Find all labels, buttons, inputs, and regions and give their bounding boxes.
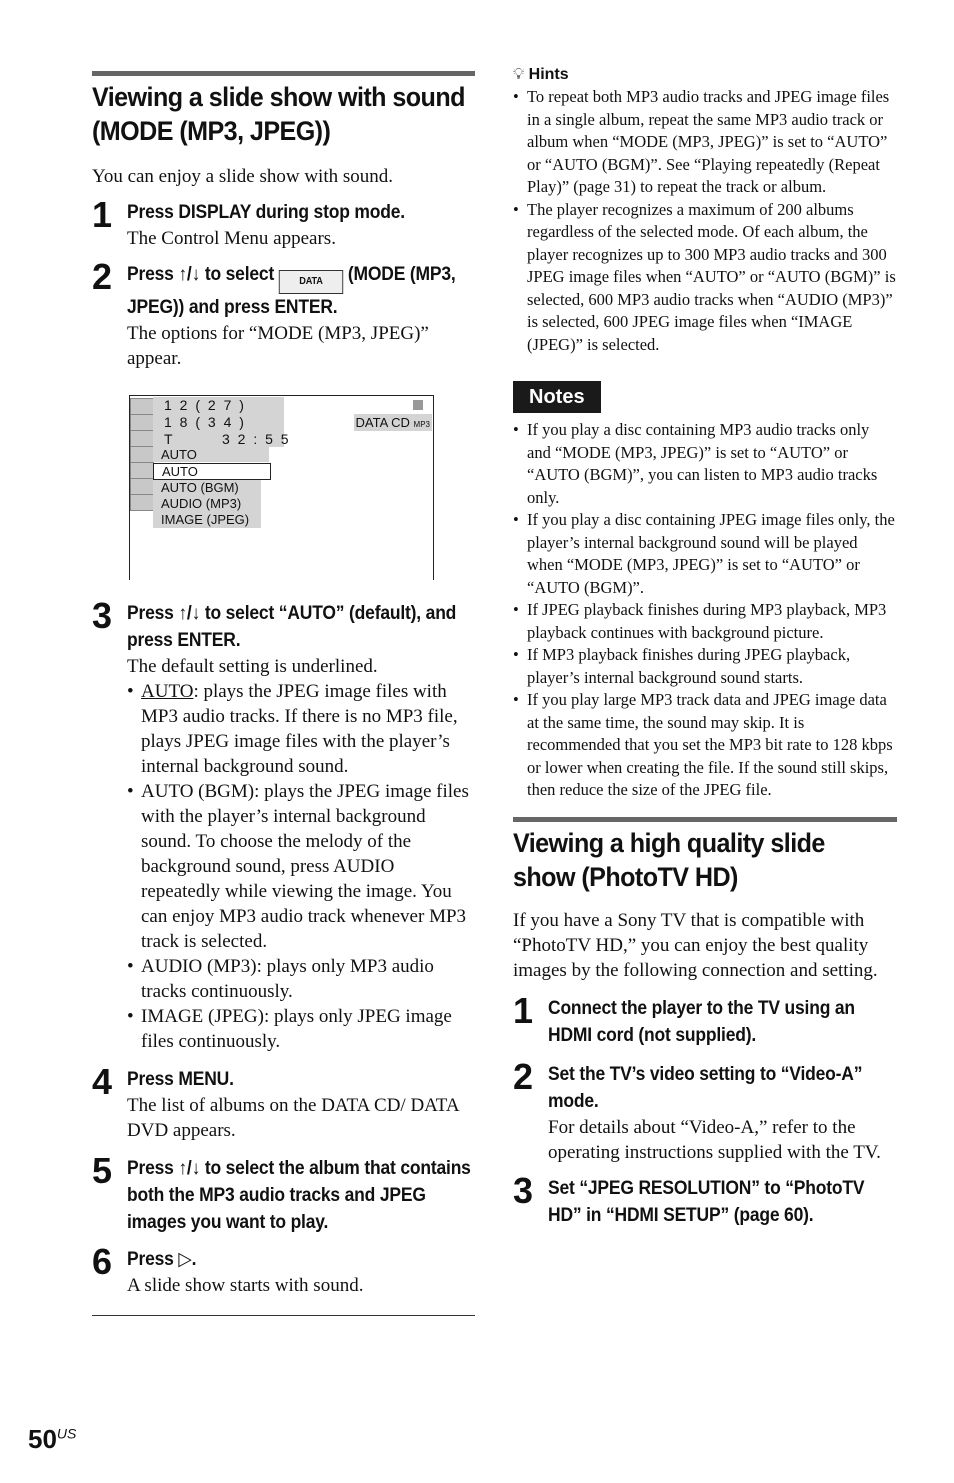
step-number: 3 <box>513 1169 534 1211</box>
menu-icon-square <box>130 430 154 447</box>
step-heading: Connect the player to the TV using an HDMI cord (not supplied). <box>548 997 855 1046</box>
step-1 <box>513 989 897 1049</box>
menu-current-mode: AUTO <box>153 447 269 462</box>
step-description: A slide show starts with sound. <box>127 1275 364 1296</box>
left-column <box>92 0 475 1316</box>
default-option-term: AUTO <box>141 681 194 702</box>
mode-option-list <box>127 679 475 1054</box>
notes-list <box>513 419 897 802</box>
step-5 <box>92 1150 475 1236</box>
end-rule <box>92 1315 475 1316</box>
option-text: : plays the JPEG image files with MP3 audio tracks. If there is no MP3 file, plays JPEG image files with the player’s internal background sound. <box>141 681 458 777</box>
step-6 <box>92 1241 475 1298</box>
hint-item: • To repeat both MP3 audio tracks and JPEG image files in a single album, repeat the same MP3 audio track or album when “MODE (MP3, JPEG)” is set to “AUTO” or “AUTO (BGM)”. See “Playing repeatedly (Repeat Play)” (page 31) to repeat the track or album. <box>513 87 890 196</box>
step-description: The options for “MODE (MP3, JPEG)” appear. <box>127 323 429 369</box>
step-heading <box>127 261 476 321</box>
step-heading: Press ▷. <box>127 1249 197 1270</box>
stop-indicator-icon <box>413 400 423 410</box>
menu-icon-square <box>130 494 154 511</box>
step-heading: Press ↑/↓ to select the album that contains both the MP3 audio tracks and JPEG images you want to play. <box>127 1158 471 1233</box>
menu-option: AUTO (BGM) <box>161 480 239 495</box>
mode-option-item: • IMAGE (JPEG): plays only JPEG image files continuously. <box>127 1006 452 1052</box>
step-number: 1 <box>92 194 113 235</box>
note-text: If you play large MP3 track data and JPEG image data at the same time, the sound may skip. It is recommended that you set the MP3 bit rate to 128 kbps or lower when creating the file. If the sound still skips, then reduce the size of the JPEG file. <box>527 690 893 799</box>
note-item: • If you play a disc containing JPEG image files only, the player’s internal background sound will be played when “MODE (MP3, JPEG)” is set to “AUTO” or “AUTO (BGM)”. <box>513 510 895 597</box>
hints-heading <box>513 64 897 86</box>
notes-label: Notes <box>513 381 601 413</box>
step-description: For details about “Video-A,” refer to the operating instructions supplied with the TV. <box>548 1116 881 1163</box>
menu-track-line: 1 2 ( 2 7 ) <box>164 397 246 413</box>
section-title-line: Viewing a slide show with sound <box>92 82 465 112</box>
mode-option-item: • AUTO: plays the JPEG image files with MP3 audio tracks. If there is no MP3 file, plays JPEG image files with the player’s internal background sound. <box>127 681 458 777</box>
region-code: US <box>56 1425 77 1442</box>
step-heading: Press DISPLAY during stop mode. <box>127 202 405 223</box>
step-number: 4 <box>92 1061 113 1102</box>
page-number-value: 50 <box>28 1424 57 1454</box>
section-title <box>513 826 870 894</box>
disc-format: MP3 <box>413 420 430 429</box>
menu-option-selected: AUTO <box>153 463 271 480</box>
step-number: 2 <box>513 1055 534 1097</box>
step-2 <box>92 256 475 371</box>
right-column <box>513 0 897 1229</box>
section-title-line: Viewing a high quality slide <box>513 827 825 858</box>
menu-icon-square <box>130 414 154 431</box>
step-number: 2 <box>92 256 113 297</box>
step-description: The list of albums on the DATA CD/ DATA DVD appears. <box>127 1095 459 1141</box>
disc-type: DATA CD <box>355 415 410 430</box>
step-heading-part: (MODE (MP3, JPEG)) and press ENTER. <box>127 264 456 318</box>
step-heading-part: Press ↑/↓ to select <box>127 264 275 285</box>
step-heading: Set the TV’s video setting to “Video-A” mode. <box>548 1063 863 1112</box>
step-heading: Press MENU. <box>127 1069 234 1090</box>
intro-text: If you have a Sony TV that is compatible with “PhotoTV HD,” you can enjoy the best quality images by the following connection and setting. <box>513 909 878 981</box>
menu-option: IMAGE (JPEG) <box>161 512 250 527</box>
note-item: • If MP3 playback finishes during JPEG playback, player’s internal background sound starts. <box>513 645 851 687</box>
control-menu-display <box>129 395 434 580</box>
note-text: If you play a disc containing MP3 audio tracks only and “MODE (MP3, JPEG)” is set to “AUTO” or “AUTO (BGM)”, you can listen to MP3 audio tracks only. <box>527 420 878 507</box>
step-number: 1 <box>513 989 534 1031</box>
menu-icon-square <box>130 462 154 479</box>
note-text: If MP3 playback finishes during JPEG playback, player’s internal background sound starts. <box>527 645 851 687</box>
note-text: If JPEG playback finishes during MP3 playback, MP3 playback continues with background picture. <box>527 600 887 642</box>
step-description: The default setting is underlined. <box>127 656 378 677</box>
menu-album-line: 1 8 ( 3 4 ) <box>164 414 246 430</box>
menu-option: AUDIO (MP3) <box>161 496 242 511</box>
menu-options-list <box>153 480 261 528</box>
icon-label: DATA <box>299 276 323 287</box>
note-item: • If JPEG playback finishes during MP3 playback, MP3 playback continues with background picture. <box>513 600 887 642</box>
menu-icon-square <box>130 446 154 463</box>
menu-time-value: 3 2 : 5 5 <box>222 431 291 447</box>
step-4 <box>92 1061 475 1143</box>
menu-time-label: T <box>164 431 173 447</box>
disc-type-badge <box>354 414 433 431</box>
mode-option-item: • AUDIO (MP3): plays only MP3 audio tracks continuously. <box>127 956 434 1002</box>
hint-text: The player recognizes a maximum of 200 albums regardless of the selected mode. Of each album, the player recognizes up to 300 MP3 audio tracks and 300 JPEG image files when “AUTO” or “AUTO (BGM)” is selected, 600 MP3 audio tracks when “AUDIO (MP3)” is selected, 600 JPEG image files when “IMAGE (JPEG)” is selected. <box>527 199 896 354</box>
lightbulb-icon: 💡︎ <box>513 66 525 83</box>
mode-option-item: • AUTO (BGM): plays the JPEG image files with the player’s internal background sound. To choose the melody of the background sound, press AUDIO repeatedly while viewing the image. You can enjoy MP3 audio track whenever MP3 track is selected. <box>127 781 469 952</box>
step-heading: Press ↑/↓ to select “AUTO” (default), and press ENTER. <box>127 603 457 651</box>
step-3 <box>92 595 475 1054</box>
step-heading: Set “JPEG RESOLUTION” to “PhotoTV HD” in “HDMI SETUP” (page 60). <box>548 1177 865 1226</box>
step-description: The Control Menu appears. <box>127 228 336 249</box>
menu-icon-square <box>130 398 154 415</box>
section-title-line: (MODE (MP3, JPEG)) <box>92 116 331 146</box>
intro-text: You can enjoy a slide show with sound. <box>92 166 394 187</box>
hints-label: Hints <box>528 66 569 83</box>
hints-list <box>513 86 897 356</box>
hint-item: • The player recognizes a maximum of 200 albums regardless of the selected mode. Of each album, the player recognizes up to 300 MP3 audio tracks and 300 JPEG image files when “AUTO” or “AUTO (BGM)” is selected, 600 MP3 audio tracks when “AUDIO (MP3)” is selected, 600 JPEG image files when “IMAGE (JPEG)” is selected. <box>513 199 896 354</box>
step-number: 6 <box>92 1241 113 1282</box>
note-text: If you play a disc containing JPEG image files only, the player’s internal background sound will be played when “MODE (MP3, JPEG)” is set to “AUTO” or “AUTO (BGM)”. <box>527 510 895 597</box>
section-title-line: show (PhotoTV HD) <box>513 861 738 892</box>
step-number: 5 <box>92 1150 113 1191</box>
data-mode-icon <box>279 270 343 294</box>
step-number: 3 <box>92 595 113 636</box>
note-item: • If you play a disc containing MP3 audio tracks only and “MODE (MP3, JPEG)” is set to “AUTO” or “AUTO (BGM)”, you can listen to MP3 audio tracks only. <box>513 420 878 507</box>
menu-icon-square <box>130 478 154 495</box>
page-number <box>28 1424 76 1455</box>
step-2 <box>513 1055 897 1165</box>
step-3 <box>513 1169 897 1229</box>
step-1 <box>92 194 475 251</box>
option-text: AUDIO (MP3): plays only MP3 audio tracks continuously. <box>141 956 434 1002</box>
note-item: • If you play large MP3 track data and JPEG image data at the same time, the sound may skip. It is recommended that you set the MP3 bit rate to 128 kbps or lower when creating the file. If the sound still skips, then reduce the size of the JPEG file. <box>513 690 893 799</box>
option-text: IMAGE (JPEG): plays only JPEG image files continuously. <box>141 1006 452 1052</box>
section-title <box>92 80 465 148</box>
hint-text: To repeat both MP3 audio tracks and JPEG image files in a single album, repeat the same MP3 audio track or album when “MODE (MP3, JPEG)” is set to “AUTO” or “AUTO (BGM)”. See “Playing repeatedly (Repeat Play)” (page 31) to repeat the track or album. <box>527 87 890 196</box>
option-text: AUTO (BGM): plays the JPEG image files with the player’s internal background sound. To choose the melody of the background sound, press AUDIO repeatedly while viewing the image. You can enjoy MP3 audio track whenever MP3 track is selected. <box>141 781 469 952</box>
